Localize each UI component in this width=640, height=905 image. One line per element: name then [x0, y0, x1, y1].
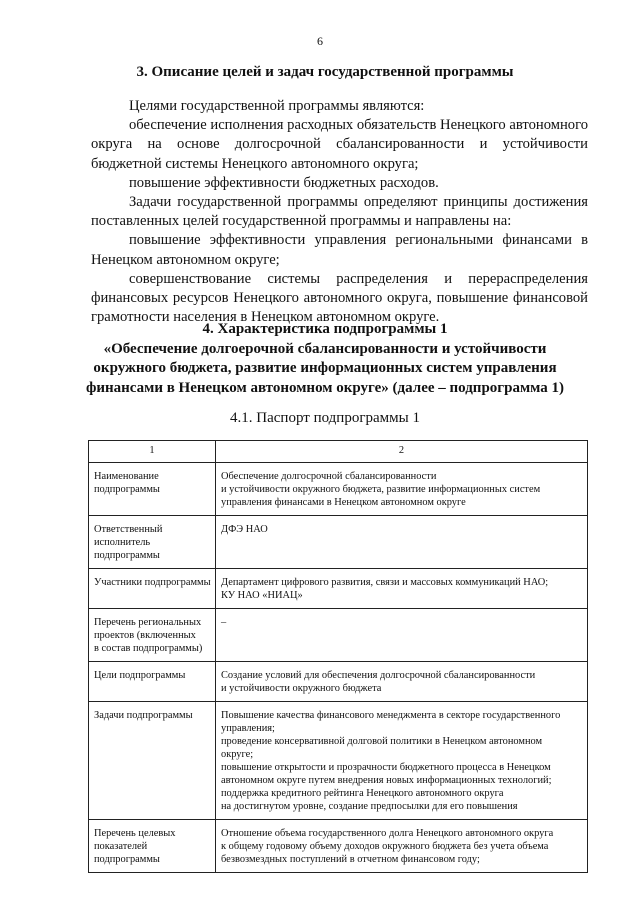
row-value: [216, 702, 588, 820]
value-line: Повышение качества финансового менеджмента в секторе государственного: [221, 710, 561, 721]
label-line: Перечень региональных: [94, 617, 202, 628]
value-line: –: [221, 617, 227, 628]
row-label: [89, 820, 216, 873]
value-line: поддержка кредитного рейтинга Ненецкого автономного округа: [221, 788, 504, 799]
value-line: повышение открытости и прозрачности бюджетного процесса в Ненецком: [221, 762, 551, 773]
row-value: [216, 820, 588, 873]
value-line: Создание условий для обеспечения долгосрочной сбалансированности: [221, 670, 536, 681]
label-line: в состав подпрограммы): [94, 643, 203, 654]
row-label: [89, 662, 216, 702]
value-line: к общему годовому объему доходов окружного бюджета без учета объема: [221, 841, 549, 852]
table-row: [89, 516, 588, 569]
label-line: Наименование: [94, 471, 159, 482]
value-line: управления финансами в Ненецком автономном округе: [221, 497, 466, 508]
value-line: автономном округе путем внедрения новых информационных технологий;: [221, 775, 552, 786]
paragraph: совершенствование системы распределения и перераспределения финансовых ресурсов Ненецкого автономного округа, повышение финансовой грамотности населения в Ненецком автономном округе.: [91, 270, 588, 326]
label-line: исполнитель: [94, 537, 151, 548]
table-header-row: [89, 441, 588, 463]
column-header: 2: [216, 441, 588, 463]
paragraph: обеспечение исполнения расходных обязательств Ненецкого автономного округа на основе долгосрочной сбалансированности и устойчивости бюджетной системы Ненецкого автономного округа;: [91, 117, 588, 172]
value-line: округе;: [221, 749, 254, 760]
row-label: [89, 463, 216, 516]
value-line: Отношение объема государственного долга Ненецкого автономного округа: [221, 828, 554, 839]
section-3-heading: 3. Описание целей и задач государственной программы: [136, 64, 514, 80]
label-line: проектов (включенных: [94, 630, 196, 641]
label-line: подпрограммы: [94, 550, 160, 561]
value-line: и устойчивости окружного бюджета, развитие информационных систем: [221, 484, 541, 495]
table-row: [89, 463, 588, 516]
label-line: Ответственный: [94, 524, 163, 535]
row-value: [216, 569, 588, 609]
table-row: [89, 662, 588, 702]
heading-line: окружного бюджета, развитие информационных систем управления: [93, 360, 557, 376]
row-label: [89, 569, 216, 609]
value-line: на достигнутом уровне, создание предпосылки для его повышения: [221, 801, 518, 812]
value-line: Обеспечение долгосрочной сбалансированности: [221, 471, 437, 482]
paragraph: повышение эффективности управления региональными финансами в Ненецком автономном округе;: [91, 232, 588, 268]
value-line: безвозмездных поступлений в отчетном финансовом году;: [221, 854, 480, 865]
value-line: Департамент цифрового развития, связи и массовых коммуникаций НАО;: [221, 577, 549, 588]
passport-subheading: 4.1. Паспорт подпрограммы 1: [230, 410, 420, 426]
heading-line: 4. Характеристика подпрограммы 1: [202, 321, 448, 337]
row-label: [89, 516, 216, 569]
value-line: ДФЭ НАО: [221, 524, 268, 535]
row-value: [216, 662, 588, 702]
heading-line: финансами в Ненецком автономном округе» (далее – подпрограмма 1): [85, 379, 565, 396]
paragraph: Задачи государственной программы определяют принципы достижения поставленных целей государственной программы и направлены на:: [91, 194, 588, 230]
label-line: подпрограммы: [94, 854, 160, 865]
row-label: [89, 609, 216, 662]
label-line: Участники подпрограммы: [94, 577, 211, 588]
table-row: [89, 609, 588, 662]
value-line: управления;: [221, 723, 275, 734]
value-line: проведение консервативной долговой политики в Ненецком автономном: [221, 736, 543, 747]
label-line: Цели подпрограммы: [94, 670, 186, 681]
table-row: [89, 820, 588, 873]
row-value: [216, 516, 588, 569]
value-line: КУ НАО «НИАЦ»: [221, 590, 303, 601]
paragraph: Целями государственной программы являются:: [129, 98, 425, 114]
label-line: показателей: [94, 841, 148, 852]
row-value: [216, 609, 588, 662]
passport-table: [88, 440, 588, 873]
row-label: [89, 702, 216, 820]
heading-line: «Обеспечение долгоерочной сбалансированности и устойчивости: [103, 340, 547, 357]
page-number: 6: [317, 34, 323, 48]
label-line: Задачи подпрограммы: [94, 710, 193, 721]
column-header: 1: [89, 441, 216, 463]
paragraph: повышение эффективности бюджетных расходов.: [129, 174, 439, 191]
section-3-body: [91, 97, 588, 327]
section-4-heading: [60, 320, 590, 398]
label-line: Перечень целевых: [94, 828, 176, 839]
table-row: [89, 569, 588, 609]
label-line: подпрограммы: [94, 484, 160, 495]
table-row: [89, 702, 588, 820]
value-line: и устойчивости окружного бюджета: [221, 683, 382, 694]
row-value: [216, 463, 588, 516]
